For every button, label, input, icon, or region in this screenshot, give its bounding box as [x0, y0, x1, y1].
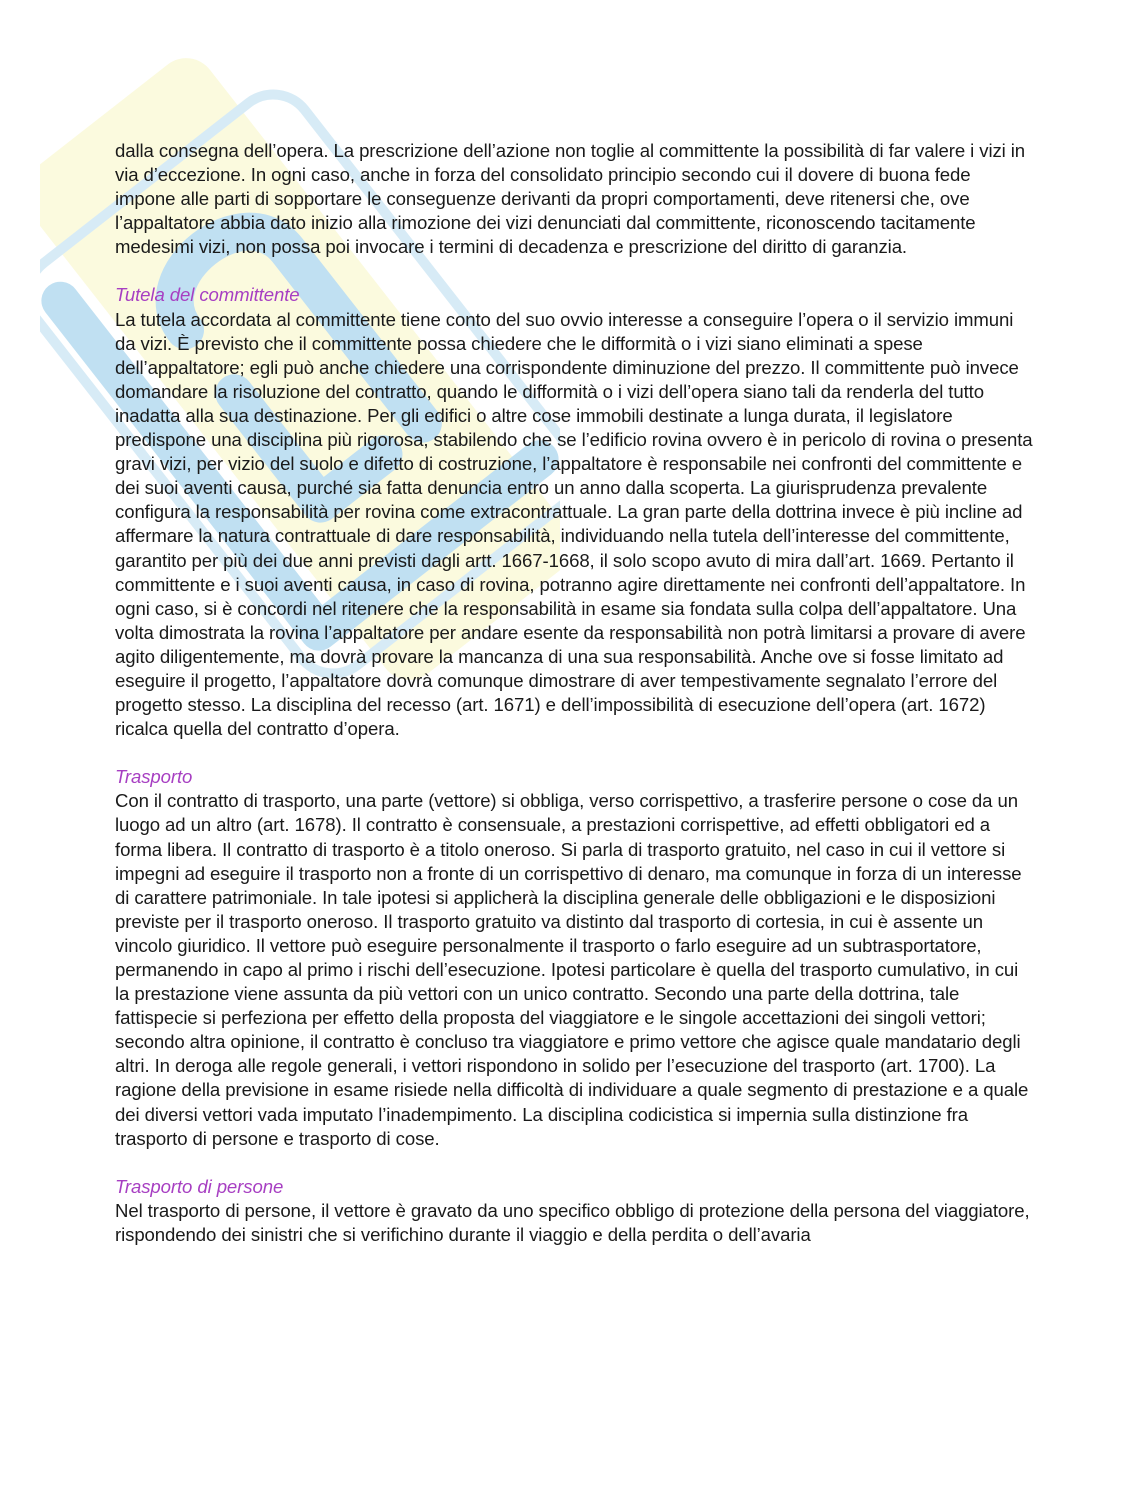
- intro-paragraph: dalla consegna dell’opera. La prescrizione dell’azione non toglie al committente la possibilità di far valere i vizi in via d’eccezione. In ogni caso, anche in forza del consolidato principio secondo cui il dovere di buona fede impone alle parti di sopportare le conseguenze derivanti da propri comportamenti, deve ritenersi che, ove l’appaltatore abbia dato inizio alla rimozione dei vizi denunciati dal committente, riconoscendo tacitamente medesimi vizi, non possa poi invocare i termini di decadenza e prescrizione del diritto di garanzia.: [115, 140, 1026, 258]
- section-heading-trasporto: Trasporto: [115, 766, 193, 788]
- section-body-tutela: La tutela accordata al committente tiene conto del suo ovvio interesse a conseguire l’opera o il servizio immuni da vizi. È previsto che il committente possa chiedere che le difformità o i vizi siano eliminati a spese dell’appaltatore; egli può anche chiedere una corrispondente diminuzione del prezzo. Il committente può invece domandare la risoluzione del contratto, quando le difformità o i vizi dell’opera siano tali da renderla del tutto inadatta alla sua destinazione. Per gli edifici o altre cose immobili destinate a lunga durata, il legislatore predispone una disciplina più rigorosa, stabilendo che se l’edificio rovina ovvero è in pericolo di rovina o presenta gravi vizi, per vizio del suolo e difetto di costruzione, l’appaltatore è responsabile nei confronti del committente e dei suoi aventi causa, purché sia fatta denuncia entro un anno dalla scoperta. La giurisprudenza prevalente configura la responsabilità per rovina come extracontrattuale. La gran parte della dottrina invece è più incline ad affermare la natura contrattuale di dare responsabilità, individuando nella tutela dell’interesse del committente, garantito per più dei due anni previsti dagli artt. 1667-1668, il solo scopo avuto di mira dall’art. 1669. Pertanto il committente e i suoi aventi causa, in caso di rovina, potranno agire direttamente nei confronti dell’appaltatore. In ogni caso, si è concordi nel ritenere che la responsabilità in esame sia fondata sulla colpa dell’appaltatore. Una volta dimostrata la rovina l’appaltatore per andare esente da responsabilità non potrà limitarsi a provare di avere agito diligentemente, ma dovrà provare la mancanza di una sua responsabilità. Anche ove si fosse limitato ad eseguire il progetto, l’appaltatore dovrà comunque dimostrare di aver tempestivamente segnalato l’errore del progetto stesso. La disciplina del recesso (art. 1671) e dell’impossibilità di esecuzione dell’opera (art. 1672) ricalca quella del contratto d’opera.: [115, 308, 1033, 740]
- section-body-trasporto: Con il contratto di trasporto, una parte (vettore) si obbliga, verso corrispettivo, a trasferire persone o cose da un luogo ad un altro (art. 1678). Il contratto è consensuale, a prestazioni corrispettive, ad effetti obbligatori ed a forma libera. Il contratto di trasporto è a titolo oneroso. Si parla di trasporto gratuito, nel caso in cui il vettore si impegni ad eseguire il trasporto non a fronte di un corrispettivo di denaro, ma comunque in forza di un interesse di carattere patrimoniale. In tale ipotesi si applicherà la disciplina generale delle obbligazioni e le disposizioni previste per il trasporto oneroso. Il trasporto gratuito va distinto dal trasporto di cortesia, in cui è assente un vincolo giuridico. Il vettore può eseguire personalmente il trasporto o farlo eseguire ad un subtrasportatore, permanendo in capo al primo i rischi dell’esecuzione. Ipotesi particolare è quella del trasporto cumulativo, in cui la prestazione viene assunta da più vettori con un unico contratto. Secondo una parte della dottrina, tale fattispecie si perfeziona per effetto della proposta del viaggiatore e le singole accettazioni dei singoli vettori; secondo altra opinione, il contratto è concluso tra viaggiatore e primo vettore che agisce quale mandatario degli altri. In deroga alle regole generali, i vettori rispondono in solido per l’esecuzione del trasporto (art. 1700). La ragione della previsione in esame risiede nella difficoltà di individuare a quale segmento di prestazione e a quale dei diversi vettori vada imputato l’inadempimento. La disciplina codicistica si impernia sulla distinzione fra trasporto di persone e trasporto di cose.: [115, 790, 1029, 1149]
- section-body-trasporto-persone: Nel trasporto di persone, il vettore è gravato da uno specifico obbligo di protezione della persona del viaggiatore, rispondendo dei sinistri che si verifichino durante il viaggio e della perdita o dell’avaria: [115, 1199, 1030, 1245]
- section-heading-tutela: Tutela del committente: [115, 284, 300, 306]
- section-heading-trasporto-persone: Trasporto di persone: [115, 1175, 284, 1197]
- document-page: [115, 139, 1035, 1247]
